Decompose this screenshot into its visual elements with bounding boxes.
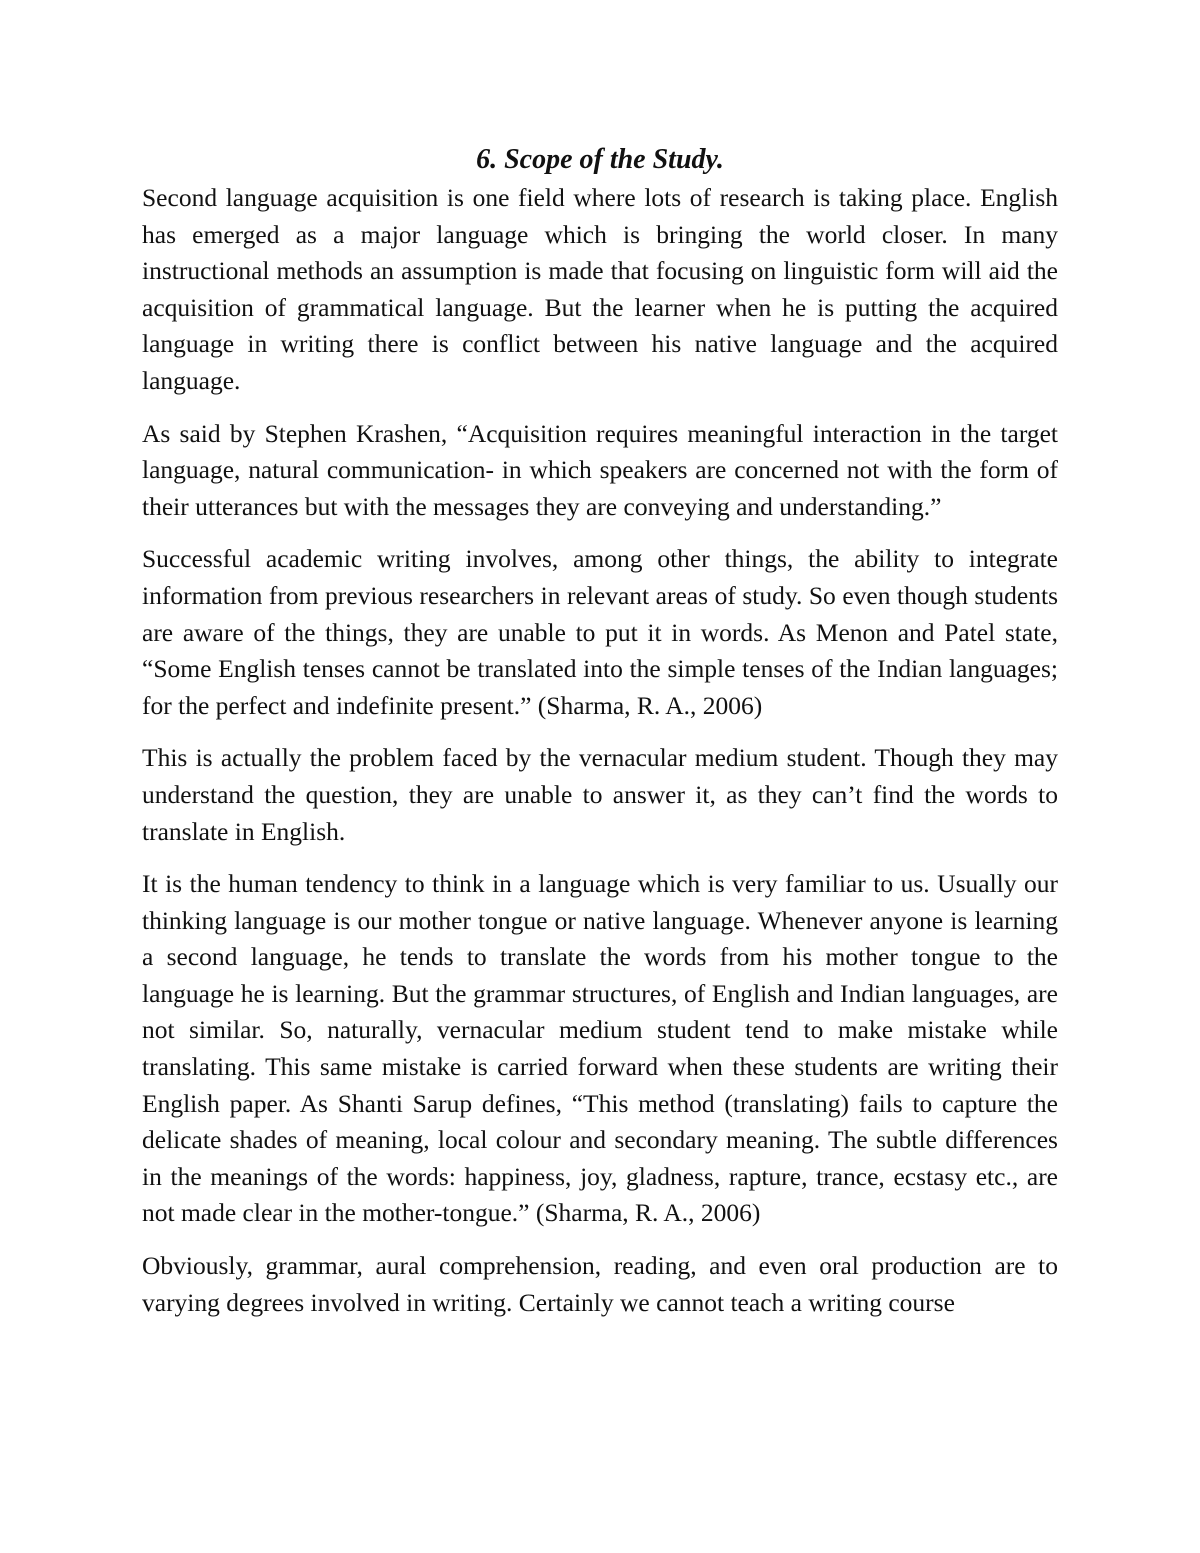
section-title: 6. Scope of the Study. — [476, 144, 724, 175]
paragraph-writing-skills: Obviously, grammar, aural comprehension, reading, and even oral production are to varying degrees involved in writing. Certainly we cannot teach a writing course — [142, 1251, 1058, 1317]
paragraph-vernacular-problem: This is actually the problem faced by the vernacular medium student. Though they may understand the question, they are unable to answer it, as they can’t find the words to translate in English. — [142, 743, 1058, 846]
paragraph-academic-writing: Successful academic writing involves, among other things, the ability to integrate information from previous researchers in relevant areas of study. So even though students are aware of the things, they are unable to put it in words. As Menon and Patel state, “Some English tenses cannot be translated into the simple tenses of the Indian languages; for the perfect and indefinite present.” (Sharma, R. A., 2006) — [142, 544, 1058, 720]
document-body — [142, 140, 1058, 1321]
paragraph-intro: Second language acquisition is one field where lots of research is taking place. English has emerged as a major language which is bringing the world closer. In many instructional methods an assumption is made that focusing on linguistic form will aid the acquisition of grammatical language. But the learner when he is putting the acquired language in writing there is conflict between his native language and the acquired language. — [142, 183, 1058, 395]
paragraph-human-tendency: It is the human tendency to think in a language which is very familiar to us. Usually our thinking language is our mother tongue or native language. Whenever anyone is learning a second language, he tends to translate the words from his mother tongue to the language he is learning. But the grammar structures, of English and Indian languages, are not similar. So, naturally, vernacular medium student tend to make mistake while translating. This same mistake is carried forward when these students are writing their English paper. As Shanti Sarup defines, “This method (translating) fails to capture the delicate shades of meaning, local colour and secondary meaning. The subtle differences in the meanings of the words: happiness, joy, gladness, rapture, trance, ecstasy etc., are not made clear in the mother-tongue.” (Sharma, R. A., 2006) — [142, 869, 1058, 1228]
paragraph-krashen-quote: As said by Stephen Krashen, “Acquisition requires meaningful interaction in the target language, natural communication- in which speakers are concerned not with the form of their utterances but with the messages they are conveying and understanding.” — [142, 418, 1058, 521]
